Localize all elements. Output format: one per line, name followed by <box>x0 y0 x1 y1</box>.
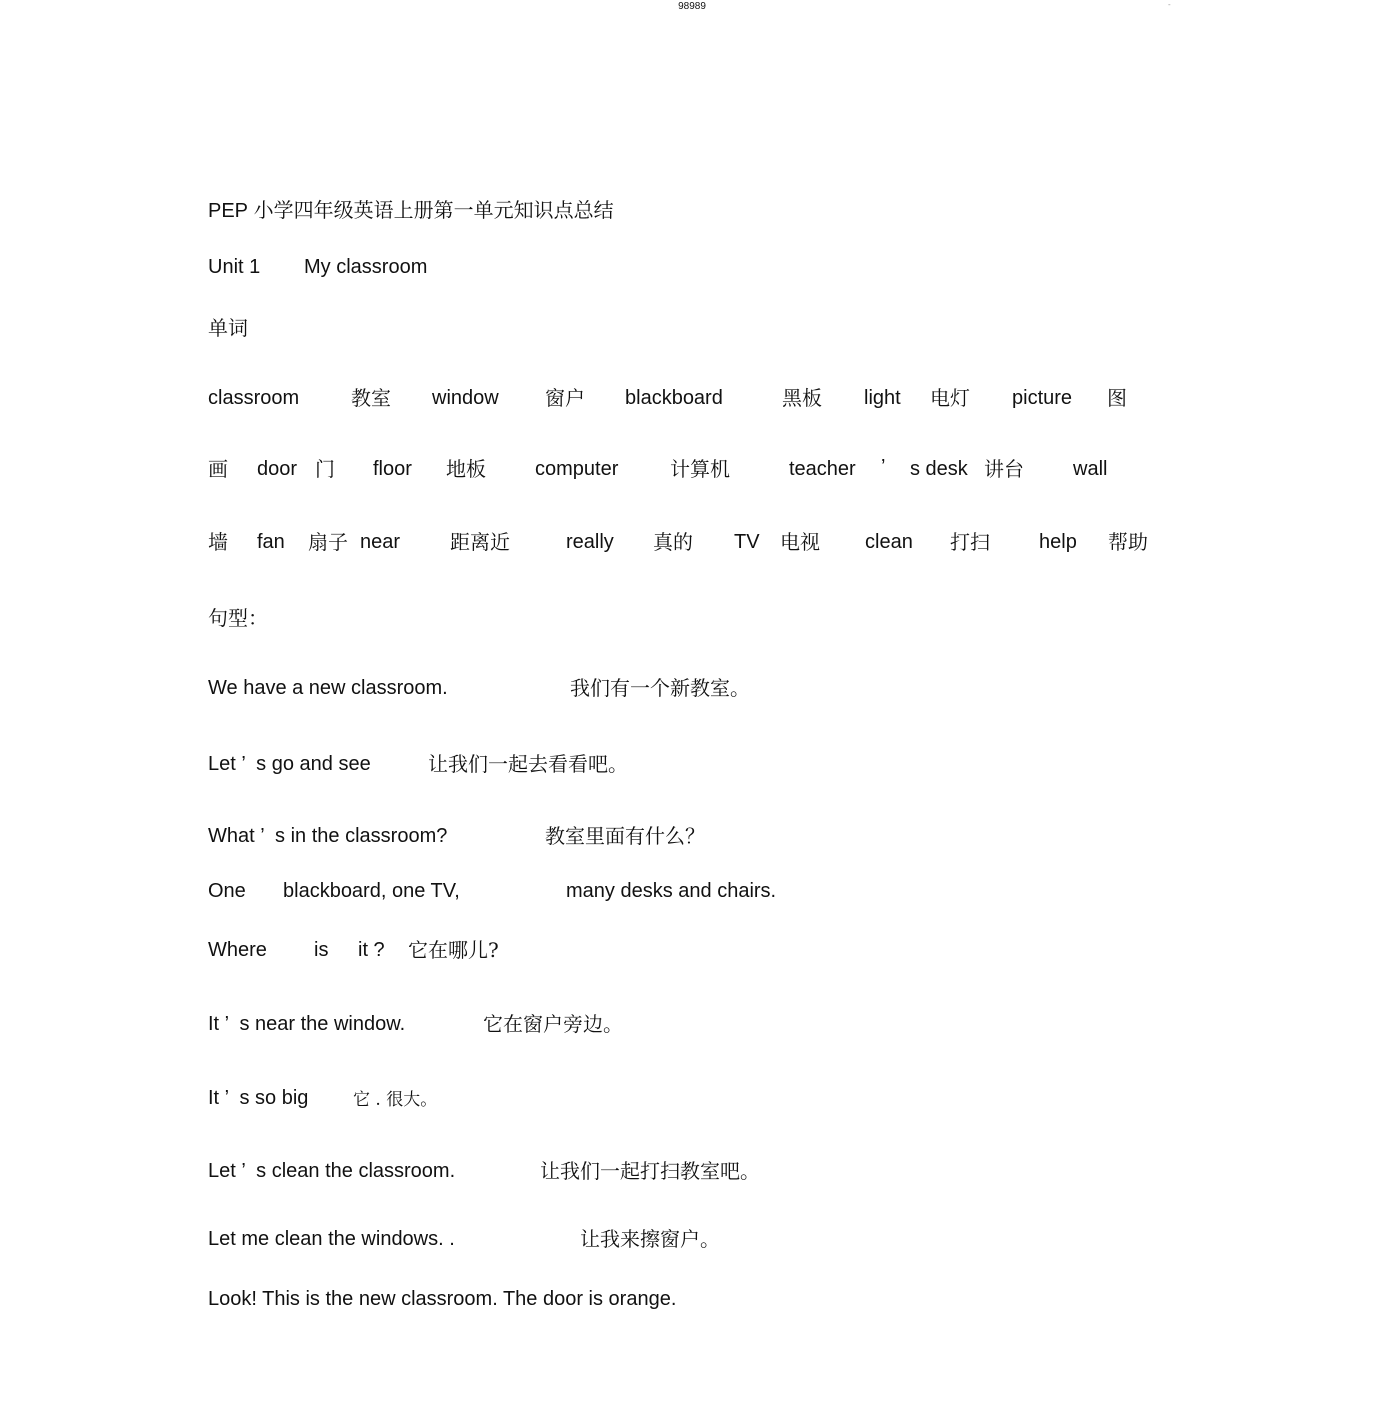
vocab-meaning: 打扫 <box>950 530 990 554</box>
sentence-zh: 它 . 很大。 <box>353 1090 438 1110</box>
sentence-en-part: One <box>208 880 246 902</box>
vocab-meaning: 图 <box>1107 386 1127 410</box>
sentence-en: Look! This is the new classroom. The door is orange. <box>208 1288 677 1310</box>
vocab-meaning: 距离近 <box>450 530 510 554</box>
vocab-word: light <box>864 387 901 409</box>
sentence-en: Let me clean the windows. . <box>208 1228 455 1250</box>
vocab-word: door <box>257 458 298 480</box>
sentence-en-part: many desks and chairs. <box>566 880 777 902</box>
vocab-meaning: 墙 <box>208 530 228 554</box>
sentence-zh: 教室里面有什么？ <box>545 824 705 848</box>
sentence-en: What ’ s in the classroom? <box>208 825 448 847</box>
unit-label: Unit 1 <box>208 256 261 278</box>
vocab-word: s desk <box>910 458 968 480</box>
sentence-en: Let ’ s go and see <box>208 753 371 775</box>
title-text: 小学四年级英语上册第一单元知识点总结 <box>253 198 614 222</box>
vocab-word: computer <box>535 458 619 480</box>
vocab-word: window <box>432 387 499 409</box>
sentence-en-part: blackboard, one TV, <box>283 880 460 902</box>
sentence-en-part: Where <box>208 939 267 961</box>
document-title <box>208 198 614 223</box>
sentences-heading: 句型： <box>208 606 268 630</box>
unit-name: My classroom <box>304 256 428 278</box>
sentence-en: It ’ s so big <box>208 1087 309 1109</box>
sentence-zh: 让我来擦窗户。 <box>580 1227 720 1251</box>
title-prefix: PEP <box>208 200 249 222</box>
vocab-meaning: 计算机 <box>670 457 730 481</box>
vocab-meaning: 讲台 <box>984 457 1024 481</box>
vocab-meaning: 黑板 <box>782 386 822 410</box>
vocab-meaning: 真的 <box>653 530 693 554</box>
vocab-word: TV <box>734 531 760 553</box>
sentence-en: It ’ s near the window. <box>208 1013 406 1035</box>
vocab-word: floor <box>373 458 412 480</box>
vocab-meaning: 窗户 <box>545 386 585 410</box>
sentence-zh: 让我们一起打扫教室吧。 <box>540 1159 760 1183</box>
vocab-word: fan <box>257 531 285 553</box>
vocab-meaning: 画 <box>208 457 228 481</box>
sentence-en: Let ’ s clean the classroom. <box>208 1160 456 1182</box>
vocab-meaning: 电视 <box>780 530 820 554</box>
sentence-zh: 它在窗户旁边。 <box>483 1012 623 1036</box>
vocab-meaning: 门 <box>315 457 335 481</box>
page-number: 98989 <box>678 1 706 12</box>
vocab-meaning: 教室 <box>351 386 391 410</box>
corner-mark: - <box>1168 0 1171 9</box>
vocab-word: picture <box>1012 387 1073 409</box>
sentence-en-part: is <box>314 939 329 961</box>
sentence-zh: 让我们一起去看看吧。 <box>428 752 628 776</box>
vocab-word: wall <box>1073 458 1108 480</box>
sentence-zh: 我们有一个新教室。 <box>570 676 750 700</box>
vocab-word: help <box>1039 531 1077 553</box>
vocabulary-heading: 单词 <box>208 316 248 340</box>
vocab-word: really <box>566 531 614 553</box>
sentence-en-part: it ? <box>358 939 385 961</box>
vocab-meaning: 电灯 <box>930 386 970 410</box>
vocab-meaning: 帮助 <box>1108 530 1148 554</box>
vocab-word: clean <box>865 531 913 553</box>
vocab-meaning: 地板 <box>446 457 486 481</box>
vocab-word: teacher <box>789 458 856 480</box>
vocab-meaning: 扇子 <box>308 530 348 554</box>
vocab-word: blackboard <box>625 387 723 409</box>
vocab-word: classroom <box>208 387 300 409</box>
vocab-word: near <box>360 531 401 553</box>
vocab-apostrophe: ’ <box>881 456 886 478</box>
sentence-en: We have a new classroom. <box>208 677 448 699</box>
sentence-zh: 它在哪儿? <box>408 938 499 962</box>
